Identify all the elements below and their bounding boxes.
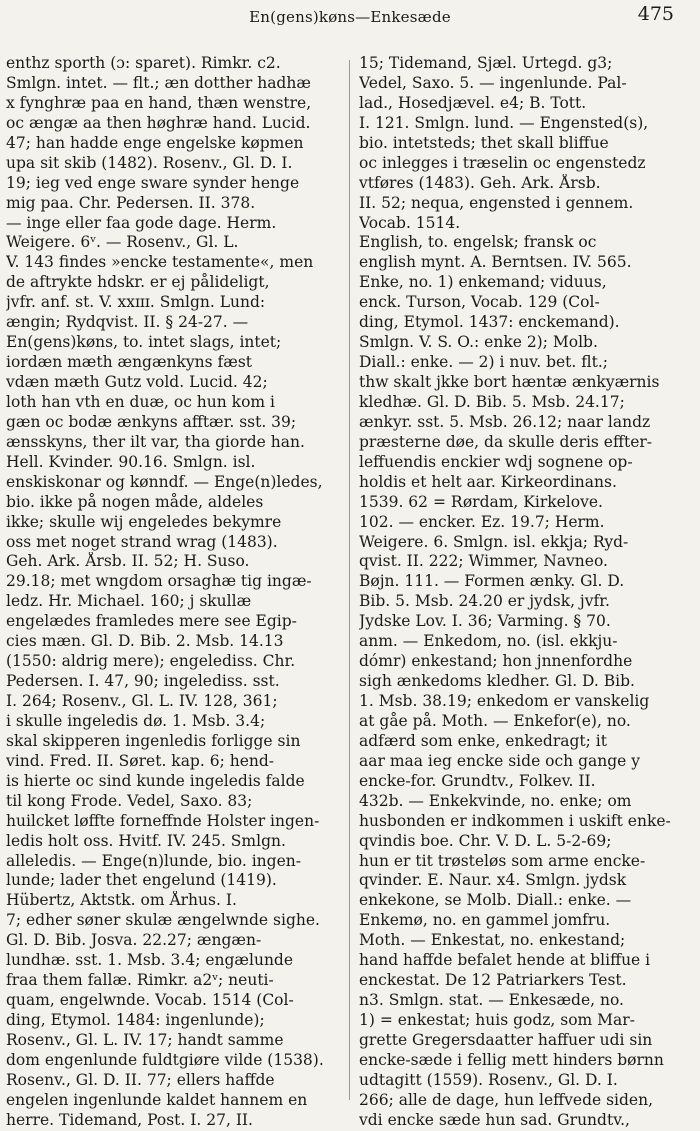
text-line: enthz sporth (ɔ: sparet). Rimkr. c2.	[6, 54, 281, 72]
text-line: quam, engelwnde. Vocab. 1514 (Col-	[6, 991, 294, 1010]
text-line: huilcket løffte forneffnde Holster ingen-	[6, 811, 320, 830]
text-line: encke-sæde i fellig mett hinders børnn	[359, 1050, 664, 1069]
text-line: anm. — Enkedom, no. (isl. ekkju-	[359, 632, 618, 651]
text-line: Rosenv., Gl. L. IV. 17; handt samme	[6, 1030, 284, 1049]
text-line: oss met noget strand wrag (1483).	[6, 532, 278, 551]
text-line: ding, Etymol. 1437: enckemand).	[359, 313, 620, 332]
text-line: loth han vth en duæ, oc hun kom i	[6, 392, 275, 411]
text-line: Geh. Ark. Årsb. II. 52; H. Suso.	[6, 552, 250, 571]
text-line: engelen ingenlunde kaldet hannem en	[6, 1090, 308, 1109]
text-line: 1. Msb. 38.19; enkedom er vanskelig	[359, 692, 650, 710]
text-line: En(gens)køns, to. intet slags, intet;	[6, 333, 282, 352]
text-line: iordæn mæth ængænkyns fæst	[6, 353, 253, 372]
text-line: is hierte oc sind kunde ingeledis falde	[6, 771, 305, 790]
text-line: udtagitt (1559). Rosenv., Gl. D. I.	[359, 1070, 618, 1089]
text-line: II. 52; nequa, engensted i gennem.	[359, 193, 634, 212]
text-line: upa sit skib (1482). Rosenv., Gl. D. I.	[6, 153, 293, 172]
text-line: dómr) enkestand; hon jnnenfordhe	[359, 652, 633, 671]
text-line: engelædes framledes mere see Egip-	[6, 612, 297, 631]
text-line: Weigere. 6ᵛ. — Rosenv., Gl. L.	[6, 233, 239, 252]
text-line: mig paa. Chr. Pedersen. II. 378.	[6, 193, 256, 212]
text-line: V. 143 findes »encke testamente«, men	[6, 253, 314, 272]
text-line: Vocab. 1514.	[359, 213, 461, 232]
text-line: Hübertz, Aktstk. om Århus. I.	[6, 891, 237, 910]
text-line: vtføres (1483). Geh. Ark. Årsb.	[359, 173, 601, 192]
text-line: Bib. 5. Msb. 24.20 er jydsk, jvfr.	[359, 592, 610, 611]
text-line: kledhæ. Gl. D. Bib. 5. Msb. 24.17;	[359, 392, 625, 411]
text-line: husbonden er indkommen i uskift enke-	[359, 811, 671, 830]
text-line: enkekone, se Molb. Diall.: enke. —	[359, 891, 632, 910]
text-line: sigh ænkedoms kledher. Gl. D. Bib.	[359, 672, 635, 691]
text-line: hun er tit trøsteløs som arme encke-	[359, 851, 646, 870]
text-line: Jydske Lov. I. 36; Varming. § 70.	[359, 612, 611, 631]
text-line: English, to. engelsk; fransk oc	[359, 233, 597, 252]
text-line: oc ængæ aa then høghræ hand. Lucid.	[6, 113, 311, 132]
text-line: 29.18; met wngdom orsaghæ tig ingæ-	[6, 572, 312, 591]
text-line: 7; edher søner skulæ ængelwnde sighe.	[6, 911, 320, 930]
text-line: enckestat. De 12 Patriarkers Test.	[359, 971, 627, 990]
text-line: lad., Hosedjævel. e4; B. Tott.	[359, 93, 587, 112]
text-line: qvinder. E. Naur. x4. Smlgn. jydsk	[359, 871, 627, 890]
text-line: i skulle ingeledis dø. 1. Msb. 3.4;	[6, 711, 266, 730]
text-line: encke-for. Grundtv., Folkev. II.	[359, 771, 596, 790]
text-line: til kong Frode. Vedel, Saxo. 83;	[6, 791, 253, 810]
text-line: Smlgn. intet. — flt.; æn dotther hadhæ	[6, 73, 311, 92]
text-line: fraa them fallæ. Rimkr. a2ᵛ; neuti-	[6, 971, 274, 990]
text-line: jvfr. anf. st. V. xxɪɪɪ. Smlgn. Lund:	[6, 293, 266, 312]
text-line: herre. Tidemand, Post. I. 27, II.	[6, 1110, 253, 1129]
text-line: enskiskonar og kønndf. — Enge(n)ledes,	[6, 472, 323, 491]
text-line: lunde; lader thet engelund (1419).	[6, 871, 277, 890]
text-line: 15; Tidemand, Sjæl. Urtegd. g3;	[359, 54, 613, 72]
text-line: grette Gregersdaatter haffuer udi sin	[359, 1030, 653, 1049]
text-line: de aftrykte hdskr. er ej pålideligt,	[6, 273, 270, 292]
text-line: vdi encke sæde hun sad. Grundtv.,	[359, 1110, 630, 1129]
text-line: 1) = enkestat; huis godz, som Mar-	[359, 1011, 635, 1029]
text-line: english mynt. A. Berntsen. IV. 565.	[359, 253, 632, 272]
text-line: Moth. — Enkestat, no. enkestand;	[359, 931, 626, 950]
text-line: qvindis boe. Chr. V. D. L. 5-2-69;	[359, 831, 612, 850]
text-line: 47; han hadde enge engelske køpmen	[6, 133, 304, 152]
text-line: 432b. — Enkekvinde, no. enke; om	[359, 791, 632, 810]
text-line: gæn oc bodæ ænkyns afftær. sst. 39;	[6, 412, 297, 431]
text-line: hand haffde befalet hende at bliffue i	[359, 951, 651, 970]
text-line: oc inlegges i træselin oc engenstedz	[359, 153, 646, 172]
text-line: (1550: aldrig mere); engelediss. Chr.	[6, 652, 296, 671]
text-line: vind. Fred. II. Søret. kap. 6; hend-	[6, 751, 275, 770]
text-line: ikke; skulle wij engeledes bekymre	[6, 512, 282, 531]
text-line: — inge eller faa gode dage. Herm.	[6, 213, 277, 232]
text-line: alleledis. — Enge(n)lunde, bio. ingen-	[6, 851, 301, 870]
text-line: ding, Etymol. 1484: ingenlunde);	[6, 1011, 265, 1029]
left-column	[6, 54, 344, 1131]
text-line: Vedel, Saxo. 5. — ingenlunde. Pal-	[359, 73, 627, 92]
right-column	[359, 54, 697, 1131]
column-divider	[349, 60, 350, 1100]
text-line: Enkemø, no. en gammel jomfru.	[359, 911, 611, 930]
text-line: Rosenv., Gl. D. II. 77; ellers haffde	[6, 1070, 275, 1089]
text-line: ænkyr. sst. 5. Msb. 26.12; naar landz	[359, 412, 651, 431]
text-line: skal skipperen ingenledis forligge sin	[6, 731, 301, 750]
text-line: Bøjn. 111. — Formen ænky. Gl. D.	[359, 572, 625, 591]
text-line: enck. Turson, Vocab. 129 (Col-	[359, 293, 600, 312]
text-line: holdis et helt aar. Kirkeordinans.	[359, 472, 617, 491]
text-line: ænsskyns, ther ilt var, tha giorde han.	[6, 432, 305, 451]
text-line: Enke, no. 1) enkemand; viduus,	[359, 273, 607, 292]
text-line: ledis holt oss. Hvitf. IV. 245. Smlgn.	[6, 831, 286, 850]
text-line: x fynghræ paa en hand, thæn wenstre,	[6, 93, 312, 112]
text-line: Gl. D. Bib. Josva. 22.27; ængæn-	[6, 931, 262, 950]
text-line: 102. — encker. Ez. 19.7; Herm.	[359, 512, 605, 531]
text-line: ledz. Hr. Michael. 160; j skullæ	[6, 592, 252, 611]
text-line: Hell. Kvinder. 90.16. Smlgn. isl.	[6, 452, 256, 471]
page-number: 475	[637, 3, 674, 25]
text-line: Pedersen. I. 47, 90; ingelediss. sst.	[6, 672, 280, 691]
text-line: lundhæ. sst. 1. Msb. 3.4; engælunde	[6, 951, 294, 970]
page-header	[0, 0, 700, 48]
text-line: bio. intetsteds; thet skall bliffue	[359, 133, 609, 152]
text-line: 1539. 62 = Rørdam, Kirkelove.	[359, 492, 603, 511]
text-line: qvist. II. 222; Wimmer, Navneo.	[359, 552, 608, 571]
text-line: I. 121. Smlgn. lund. — Engensted(s),	[359, 113, 649, 132]
text-line: ængin; Rydqvist. II. § 24-27. —	[6, 313, 249, 332]
text-line: aar maa ieg encke side och gange y	[359, 751, 641, 770]
text-line: at gåe på. Moth. — Enkefor(e), no.	[359, 711, 631, 730]
text-line: thw skalt jkke bort hæntæ ænkyærnis	[359, 373, 660, 391]
text-line: bio. ikke på nogen måde, aldeles	[6, 492, 264, 511]
text-line: dom engenlunde fuldtgiøre vilde (1538).	[6, 1050, 324, 1069]
text-line: præsterne døe, da skulle deris effter-	[359, 432, 653, 451]
text-line: Weigere. 6. Smlgn. isl. ekkja; Ryd-	[359, 532, 629, 551]
text-line: leffuendis enckier wdj sognene op-	[359, 452, 633, 471]
text-line: adfærd som enke, enkedragt; it	[359, 731, 607, 750]
text-line: cies mæn. Gl. D. Bib. 2. Msb. 14.13	[6, 632, 284, 651]
text-line: Diall.: enke. — 2) i nuv. bet. flt.;	[359, 353, 608, 372]
text-line: n3. Smlgn. stat. — Enkesæde, no.	[359, 991, 624, 1010]
text-line: vdæn mæth Gutz vold. Lucid. 42;	[6, 373, 268, 391]
text-line: 266; alle de dage, hun leffvede siden,	[359, 1090, 654, 1109]
running-head: En(gens)køns—Enkesæde	[249, 8, 451, 26]
text-line: I. 264; Rosenv., Gl. L. IV. 128, 361;	[6, 692, 278, 710]
text-line: 19; ieg ved enge sware synder henge	[6, 173, 300, 192]
text-line: Smlgn. V. S. O.: enke 2); Molb.	[359, 333, 598, 352]
